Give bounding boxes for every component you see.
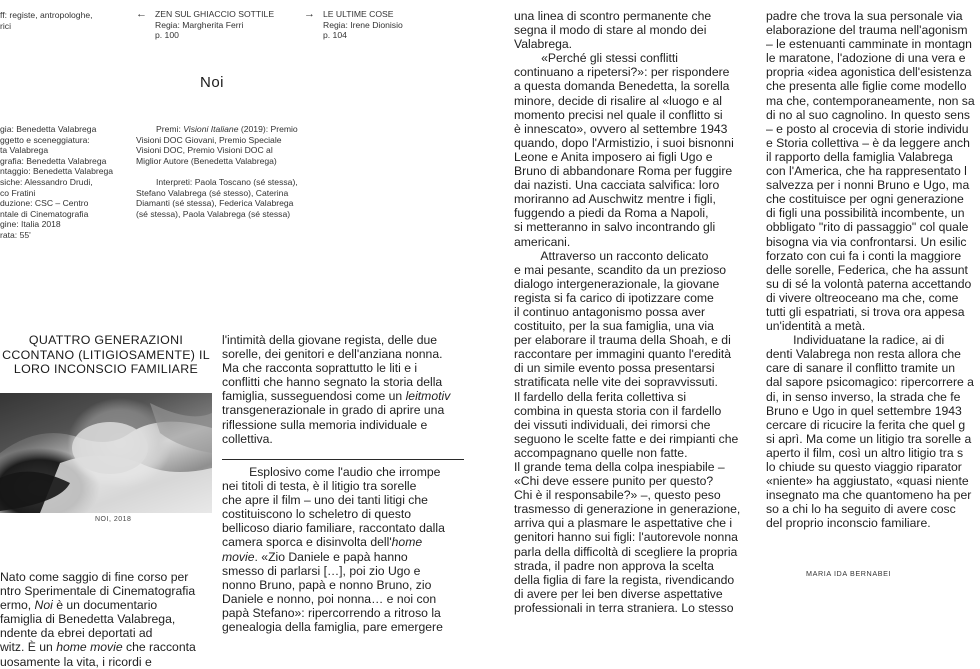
text-line: si aprì. Ma come un litigio tra sorelle a [766, 431, 972, 446]
text-line: stratificata nelle vite dei sopravvissuti. [514, 375, 718, 390]
article-column-1 [0, 570, 196, 669]
text-line: Leone e Anita imposero ai figli Ugo e [514, 149, 713, 164]
credit-line: ta Valabrega [0, 145, 49, 156]
cast-line: Diamanti (sé stessa), Federica Valabrega [136, 198, 294, 209]
text-line: seguono le scelte fatte e dei rimpianti che [514, 431, 739, 446]
text-line: della figlia di fare la regista, rivendicando [514, 572, 735, 587]
text-line: smesso di parlarsi […], poi zio Ugo e [222, 563, 421, 578]
text-line: «niente» ha aggiustato, «quasi niente [766, 474, 969, 489]
awards [136, 124, 298, 166]
next-film-page: p. 104 [323, 30, 347, 41]
text-line: americani. [514, 234, 571, 249]
text-line: con l'America, che ha rappresentato l [766, 164, 967, 179]
text-line: care di sanare il conflitto tramite un [766, 361, 955, 376]
text-span: che racconta [122, 640, 196, 655]
next-film-director: Regia: Irene Dionisio [323, 19, 403, 30]
technical-credits [0, 124, 113, 241]
text-line: elaborazione del trauma nell'agonism [766, 23, 968, 38]
awards-line-rest: (2019): Premio [238, 124, 298, 134]
text-line: bisogna via via confrontarsi. Un esilic [766, 234, 967, 249]
crew-intro [0, 10, 93, 31]
credit-line: gia: Benedetta Valabrega [0, 124, 97, 134]
credit-line: gine: Italia 2018 [0, 219, 61, 230]
cast [136, 177, 298, 219]
text-line: uosamente la vita, i ricordi e [0, 654, 152, 669]
text-line: Chi è il responsabile?» –, questo peso [514, 488, 721, 503]
text-line: «Chi deve essere punito per questo? [514, 474, 714, 489]
cast-line: Interpreti: Paola Toscano (sé stessa), [156, 177, 298, 187]
crew-intro-line: ff: registe, antropologhe, [0, 10, 93, 20]
article-column-2-bottom [222, 465, 445, 634]
text-line: ntro Sperimentale di Cinematografia [0, 584, 196, 599]
text-line: e Storia collettiva – è da leggere anch [766, 135, 970, 150]
text-line: quando, dopo l'Armistizio, i suoi bisnonni [514, 135, 734, 150]
text-line: cercare di ricucire la ferita che quel g [766, 417, 966, 432]
italic-term: leitmotiv [405, 389, 451, 404]
text-line: professionali in terra straniera. Lo stesso [514, 600, 734, 615]
text-line: che costituisce per ogni generazione [766, 192, 964, 207]
text-line: sorelle, dei genitori e dell'anziana nonna. [222, 347, 443, 362]
prev-film-title[interactable]: ZEN SUL GHIACCIO SOTTILE [155, 9, 275, 19]
text-line: trasmesso di generazione in generazione, [514, 502, 741, 517]
italic-term: home movie [56, 640, 123, 655]
text-line: lo chiude su questo viaggio riparator [766, 460, 962, 474]
arrow-right-icon: → [304, 8, 315, 20]
text-line [222, 389, 450, 403]
text-line: minore, decide di risalire al «luogo e al [514, 93, 722, 108]
text-line: Attraverso un racconto delicato [514, 248, 709, 263]
article-column-4 [766, 9, 975, 530]
text-line: l'intimità della giovane regista, delle due [222, 333, 438, 347]
text-line [0, 640, 196, 654]
text-line: di figli una possibilità incombente, un [766, 206, 965, 221]
text-line: denti Valabrega non resta allora che [766, 347, 961, 362]
text-line: delle sorelle, Federica, che ha assunt [766, 262, 968, 277]
text-line: che presenta alle figlie come modello [766, 79, 967, 94]
text-line: strada, il padre non approva la scelta [514, 558, 714, 573]
text-line: ndente da ebrei deportati ad [0, 626, 153, 641]
text-span: witz. È un [0, 640, 57, 655]
awards-line: Visioni DOC Giovani, Premio Speciale [136, 134, 282, 145]
credit-line: rata: 55' [0, 229, 31, 240]
text-line: Il fardello della ferita collettiva si [514, 389, 687, 404]
text-line: costituiscono lo scheletro di questo [222, 507, 412, 522]
credit-line: siche: Alessandro Drudi, [0, 176, 93, 187]
text-line: Nato come saggio di fine corso per [0, 570, 189, 584]
text-line: e mai pesante, scandito da un prezioso [514, 262, 727, 277]
text-line: combina in questa storia con il fardello [514, 403, 722, 418]
text-line: una linea di scontro permanente che [514, 9, 712, 23]
film-still-shapes [0, 393, 212, 513]
credit-line: ntaggio: Benedetta Valabrega [0, 166, 114, 177]
film-title-italic: Noi [34, 598, 53, 613]
text-line: accompagnano quelle non fatte. [514, 445, 688, 460]
crew-intro-line: rici [0, 20, 11, 31]
film-still-image [0, 393, 212, 513]
heading-line: LORO INCONSCIO FAMILIARE [13, 362, 199, 377]
awards-label: Premi: [156, 124, 184, 134]
text-line: a questa domanda Benedetta, la sorella [514, 79, 730, 94]
text-line: Valabrega. [514, 37, 573, 52]
text-line: si metteranno in salvo incontrando gli [514, 220, 716, 235]
text-line: Il grande tema della colpa inespiabile – [514, 460, 725, 474]
text-line [222, 535, 445, 549]
awards-line [136, 124, 298, 135]
text-line: propria «idea agonistica dell'esistenza [766, 65, 972, 80]
text-line: di no al suo cagnolino. In questo sens [766, 107, 970, 122]
text-line: di, in senso inverso, la strada che fe [766, 389, 961, 404]
text-line: segna il modo di stare al mondo dei [514, 23, 707, 38]
text-line: so a chi lo ha seguito di avere cosc [766, 502, 956, 517]
text-line: obbligato "rito di passaggio" col quale [766, 220, 969, 235]
text-line: transgenerazionale in grado di aprire una [222, 403, 445, 418]
text-line: forzato con cui fa i conti la maggiore [766, 248, 962, 263]
text-line: salvezza per i nonni Bruno e Ugo, ma [766, 178, 970, 193]
credit-line: ntale di Cinematografia [0, 208, 89, 219]
text-line: riflessione sulla memoria individuale e [222, 417, 428, 432]
text-line: – le estenuanti camminate in montagn [766, 37, 972, 52]
text-line: Bruno di abbandonare Roma per fuggire [514, 164, 733, 179]
text-line: tutti gli espatriati, si trova ora appesa [766, 304, 965, 319]
text-line: ma che, contemporaneamente, non sa [766, 93, 975, 108]
arrow-left-icon: ← [136, 8, 147, 20]
text-line: Daniele e nonno, poi nonna… e noi con [222, 591, 437, 606]
credit-line: co Fratini [0, 187, 36, 198]
text-line: Ma che racconta soprattutto le liti e i [222, 361, 418, 376]
festival-name: Visioni Italiane [183, 124, 239, 134]
cast-line: (sé stessa), Paola Valabrega (sé stessa) [136, 208, 291, 219]
text-line: dialogo intergenerazionale, la giovane [514, 276, 720, 291]
author-signature: MARIA IDA BERNABEI [806, 569, 892, 578]
text-line: – e posto al crocevia di storie individu [766, 121, 969, 136]
text-line: Esplosivo come l'audio che irrompe [222, 465, 441, 479]
heading-line: CCONTANO (LITIGIOSAMENTE) IL [2, 347, 210, 362]
column-divider-rule [222, 459, 464, 460]
next-film-title[interactable]: LE ULTIME COSE [323, 9, 394, 19]
prev-film-link[interactable] [155, 9, 274, 41]
cast-line: Stefano Valabrega (sé stesso), Caterina [136, 187, 289, 198]
text-line: il continuo antagonismo possa aver [514, 304, 706, 319]
text-line: Bruno e Ugo in quel settembre 1943 [766, 403, 962, 418]
text-line: dal sapore psicomagico: ripercorrere a [766, 375, 974, 390]
text-line: del proprio inconscio familiare. [766, 516, 931, 531]
text-span: . «Zio Daniele e papà hanno [254, 549, 408, 564]
text-line: di un simile evento possa presentarsi [514, 361, 715, 376]
text-line: Individuatane la radice, ai di [766, 333, 945, 348]
text-span: è un documentario [52, 598, 158, 613]
image-caption: NOI, 2018 [95, 516, 132, 523]
text-span: famiglia, susseguendosi come un [222, 389, 406, 404]
text-line: genealogia della famiglia, pare emergere [222, 620, 443, 635]
italic-term: home [391, 535, 423, 550]
film-title: Noi [200, 74, 225, 91]
text-line: momento precisi nel quale il conflitto si [514, 107, 723, 122]
text-line: fuggendo a piedi da Roma a Napoli, [514, 206, 709, 221]
awards-line: Visioni DOC, Premio Visioni DOC al [136, 145, 273, 156]
text-line: conflitti che hanno segnato la storia della [222, 375, 443, 390]
text-line: dei vissuti individuali, dei rimorsi che [514, 417, 711, 432]
text-line: dai nazisti. Una cacciata salvifica: loro [514, 178, 720, 193]
credit-line: ggetto e sceneggiatura: [0, 134, 90, 145]
text-line: un'identità a metà. [766, 319, 866, 334]
text-line: di avere per lei ben diverse aspettative [514, 586, 723, 601]
text-line: che apre il film – uno dei tanti litigi che [222, 493, 428, 508]
credit-line: grafia: Benedetta Valabrega [0, 155, 107, 166]
text-span: ermo, [0, 598, 35, 613]
text-line: continuano a ripetersi?»: per rispondere [514, 65, 730, 80]
text-line [0, 598, 196, 612]
article-column-2-top [222, 333, 450, 446]
text-line: costituito, per la sua famiglia, una via [514, 319, 714, 334]
text-line: padre che trova la sua personale via [766, 9, 963, 23]
text-line: di vivere oltreoceano ma che, come [766, 290, 959, 305]
prev-film-director: Regia: Margherita Ferri [155, 19, 244, 30]
text-line: nei titoli di testa, è il litigio tra sorelle [222, 479, 417, 494]
heading-line: QUATTRO GENERAZIONI [28, 333, 184, 347]
text-line: arriva qui a plasmare le aspettative che i [514, 516, 733, 531]
text-line: su di sé la volontà paterna accettando [766, 276, 972, 291]
next-film-link[interactable] [323, 9, 403, 41]
text-line: collettiva. [222, 431, 273, 446]
text-line: il rapporto della famiglia Valabrega [766, 149, 953, 164]
text-line: famiglia di Benedetta Valabrega, [0, 612, 176, 627]
text-span: camera sporca e disinvolta dell' [222, 535, 392, 550]
text-line: regista si fa carico di ipotizzare come [514, 290, 714, 305]
text-line: insegnato ma che quantomeno ha per [766, 488, 972, 503]
text-line: è innescato», ovvero al settembre 1943 [514, 121, 728, 136]
section-heading [0, 333, 212, 377]
awards-line: Miglior Autore (Benedetta Valabrega) [136, 155, 277, 166]
prev-film-page: p. 100 [155, 30, 179, 41]
text-line [222, 550, 445, 564]
article-column-3 [514, 9, 740, 615]
text-line: raccontare per immagini quanto l'eredità [514, 347, 732, 362]
text-line: papà Stefano»: ripercorrendo a ritroso la [222, 605, 441, 620]
text-line: nonno Bruno, papà e nonno Bruno, zio [222, 577, 432, 592]
italic-term: movie [222, 549, 255, 564]
text-line: per elaborare il trauma della Shoah, e di [514, 333, 731, 348]
text-line: bellicoso diario familiare, raccontato dalla [222, 521, 445, 536]
text-line: le maratone, l'adozione di una vera e [766, 51, 966, 66]
text-line: parla della difficoltà di scegliere la propria [514, 544, 738, 559]
text-line: «Perché gli stessi conflitti [514, 51, 678, 66]
credit-line: duzione: CSC – Centro [0, 198, 89, 209]
text-line: moriranno ad Auschwitz mentre i figli, [514, 192, 716, 207]
text-line: genitori hanno sui figli: l'autorevole nonna [514, 530, 738, 545]
text-line: aperto il film, così un altro litigio tra s [766, 445, 964, 460]
